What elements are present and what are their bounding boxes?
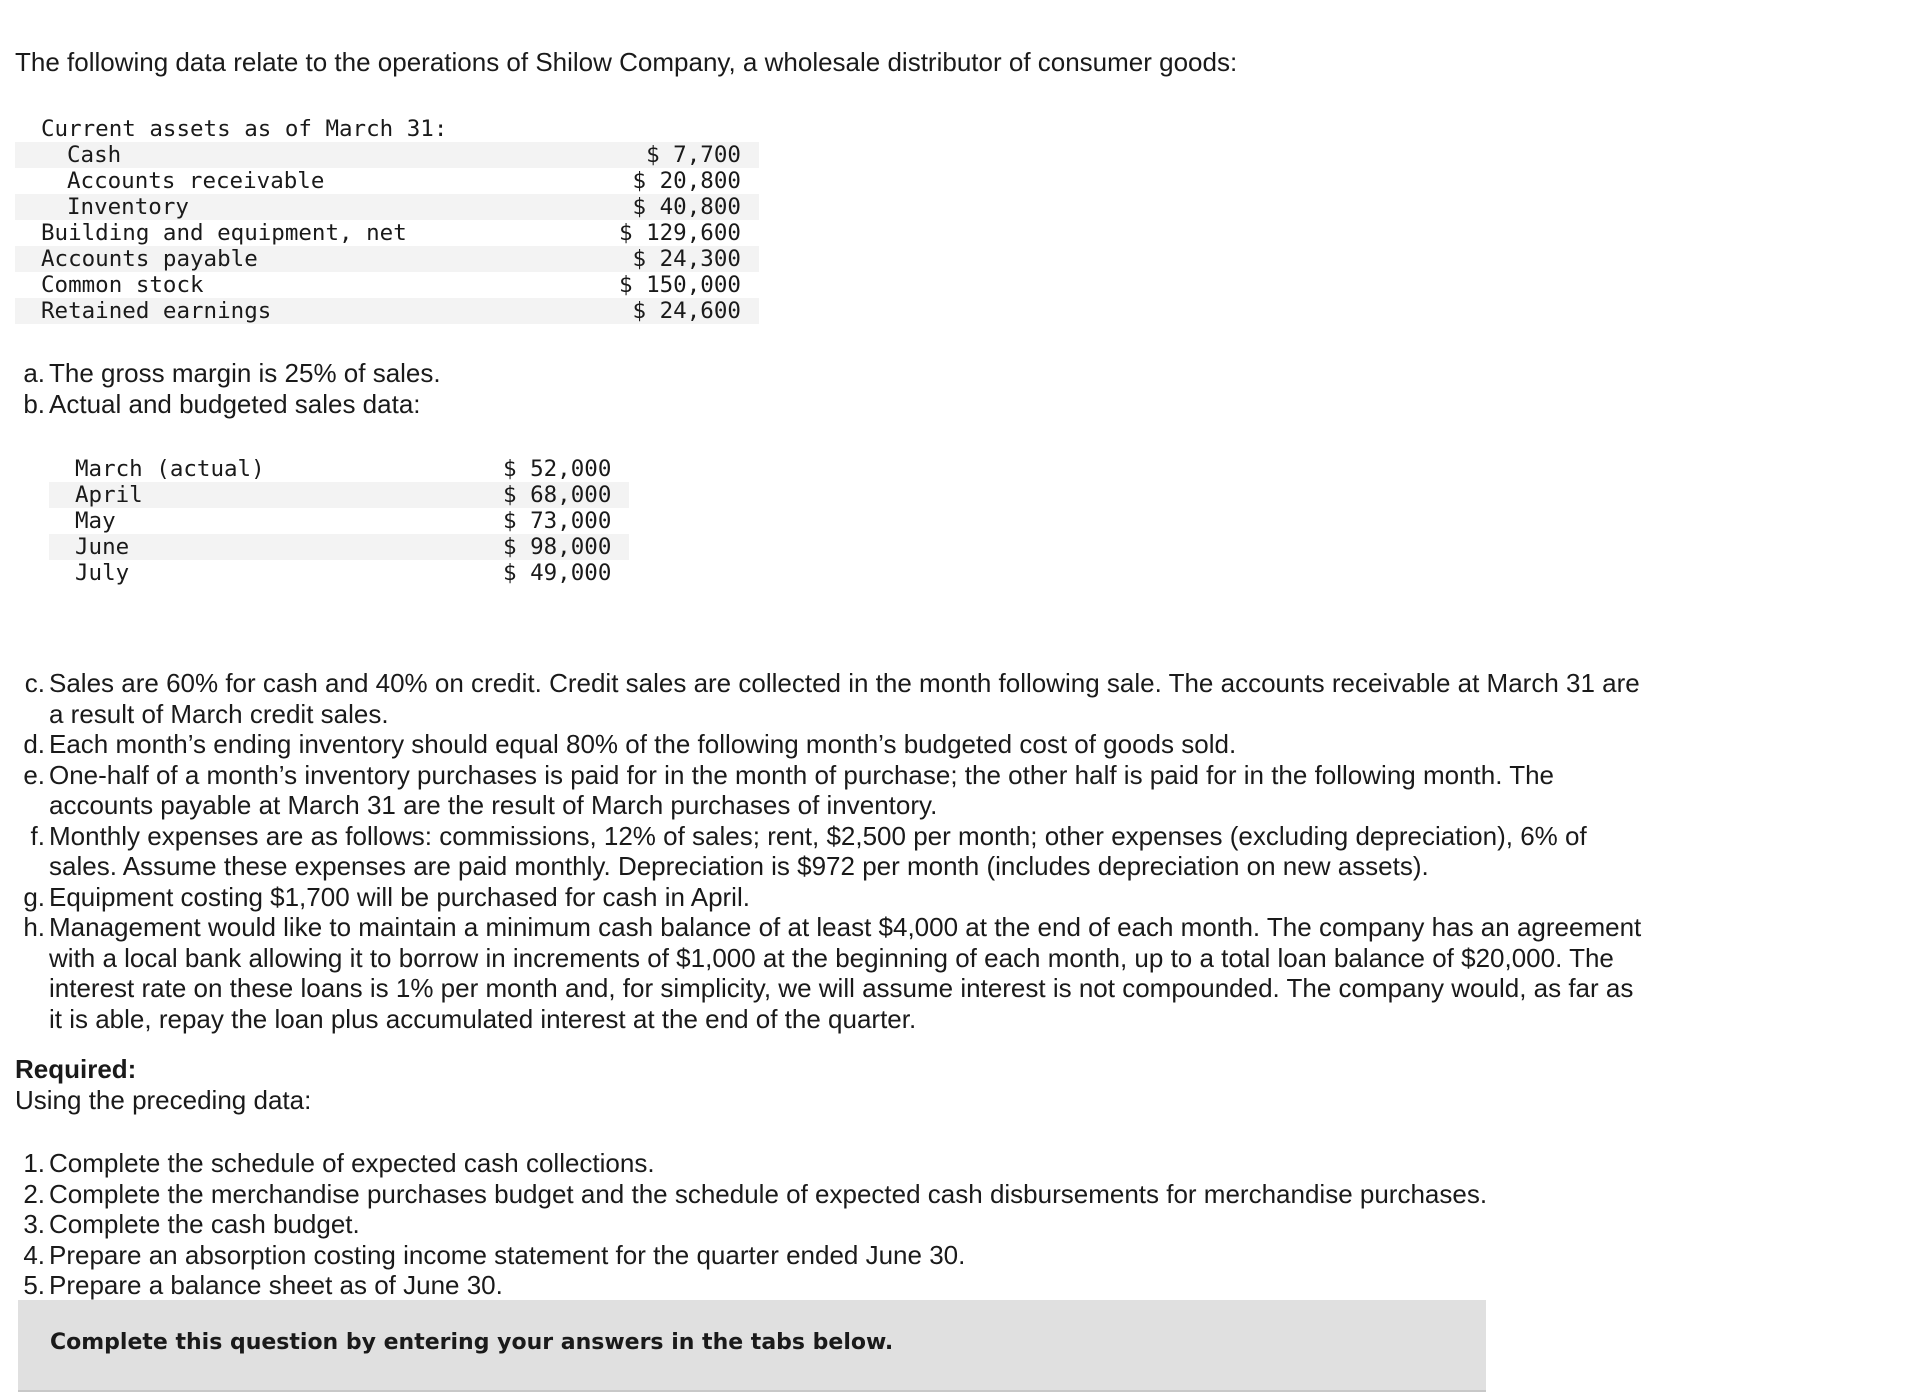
table-row — [15, 168, 759, 194]
table-row — [49, 508, 629, 534]
sales-amount: $ 49,000 — [503, 560, 612, 586]
problem-content — [15, 42, 1875, 1300]
item-text: Monthly expenses are as follows: commissions, 12% of sales; rent, $2,500 per month; other expenses (excluding depreciation), 6% of sales. Assume these expenses are paid monthly. Depreciation is $972 per month (includes depreciation on new assets). — [49, 820, 1587, 881]
step-text: Prepare an absorption costing income statement for the quarter ended June 30. — [49, 1239, 966, 1270]
intro-text: The following data relate to the operations of Shilow Company, a wholesale distributor of consumer goods: — [15, 47, 1238, 77]
list-item — [15, 389, 441, 420]
item-marker: g. — [23, 881, 45, 912]
table-row — [15, 298, 759, 324]
item-text: Sales are 60% for cash and 40% on credit. Credit sales are collected in the month following sale. The accounts receivable at March 31 are a result of March credit sales. — [49, 668, 1640, 729]
item-text: One-half of a month’s inventory purchases is paid for in the month of purchase; the other half is paid for in the following month. The accounts payable at March 31 are the result of March purchases of inventory. — [49, 759, 1555, 820]
row-label: Inventory — [15, 194, 619, 220]
table-row — [49, 534, 629, 560]
required-heading: Required: — [15, 1054, 137, 1084]
item-marker: b. — [23, 388, 45, 419]
assets-caption: Current assets as of March 31: — [41, 116, 448, 142]
item-marker: c. — [24, 668, 45, 698]
row-amount: $ 150,000 — [619, 272, 741, 298]
row-amount: $ 20,800 — [632, 168, 741, 194]
sales-amount: $ 52,000 — [503, 456, 612, 482]
sales-amount: $ 73,000 — [503, 508, 612, 534]
item-marker: d. — [23, 729, 45, 759]
item-text: Equipment costing $1,700 will be purchased for cash in April. — [49, 881, 750, 912]
sales-amount: $ 98,000 — [503, 534, 629, 560]
step-text: Complete the cash budget. — [49, 1209, 360, 1239]
row-label: Building and equipment, net — [41, 220, 407, 246]
list-item — [15, 821, 1645, 882]
table-row — [49, 456, 629, 482]
list-item — [15, 729, 1645, 760]
step-text: Prepare a balance sheet as of June 30. — [49, 1270, 503, 1300]
required-steps — [15, 1148, 1487, 1301]
row-amount: $ 24,600 — [619, 298, 759, 324]
required-subheading: Using the preceding data: — [15, 1084, 312, 1115]
step-marker: 4. — [23, 1239, 45, 1270]
list-item — [15, 1240, 1487, 1271]
item-marker: e. — [23, 759, 45, 790]
balance-data-table — [15, 142, 759, 324]
step-text: Complete the schedule of expected cash collections. — [49, 1148, 655, 1178]
list-item — [15, 1179, 1487, 1210]
sales-month: July — [75, 560, 130, 586]
list-item — [15, 912, 1645, 1034]
step-text: Complete the merchandise purchases budget and the schedule of expected cash disbursements for merchandise purchases. — [49, 1178, 1488, 1209]
sales-month: March (actual) — [75, 456, 265, 482]
item-marker: a. — [23, 358, 45, 388]
sales-month: April — [49, 482, 503, 508]
item-text: Management would like to maintain a minimum cash balance of at least $4,000 at the end of each month. The company has an agreement with a local bank allowing it to borrow in increments of $1,000 at the beginning of each month, up to a total loan balance of $20,000. The interest rate on these loans is 1% per month and, for simplicity, we will assume interest is not compounded. The company would, as far as it is able, repay the loan plus accumulated interest at the end of the quarter. — [49, 912, 1642, 1034]
step-marker: 3. — [23, 1209, 45, 1239]
step-marker: 5. — [23, 1270, 45, 1300]
sales-month: May — [75, 508, 116, 534]
items-c-h — [15, 668, 1645, 1034]
step-marker: 2. — [23, 1178, 45, 1209]
instruction-text: Complete this question by entering your answers in the tabs below. — [50, 1330, 894, 1355]
row-label: Retained earnings — [15, 298, 619, 324]
table-row — [15, 246, 759, 272]
table-row — [49, 482, 629, 508]
item-marker: f. — [30, 820, 45, 851]
list-item — [15, 1209, 1487, 1240]
item-marker: h. — [23, 912, 45, 942]
row-amount: $ 129,600 — [619, 220, 741, 246]
row-amount: $ 40,800 — [619, 194, 759, 220]
items-a-b — [15, 358, 441, 419]
table-row — [15, 142, 759, 168]
row-label: Accounts payable — [15, 246, 619, 272]
sales-month: June — [49, 534, 503, 560]
sales-amount: $ 68,000 — [503, 482, 629, 508]
row-label: Cash — [15, 142, 619, 168]
item-text: Each month’s ending inventory should equal 80% of the following month’s budgeted cost of goods sold. — [49, 729, 1237, 759]
required-section — [15, 1054, 311, 1115]
row-label: Accounts receivable — [67, 168, 325, 194]
table-row — [15, 194, 759, 220]
balance-data-block — [15, 116, 759, 324]
item-text: Actual and budgeted sales data: — [49, 388, 421, 419]
row-amount: $ 24,300 — [619, 246, 759, 272]
item-text: The gross margin is 25% of sales. — [49, 358, 441, 388]
instruction-banner — [18, 1300, 1486, 1392]
list-item — [15, 760, 1645, 821]
list-item — [15, 1148, 1487, 1179]
list-item — [15, 882, 1645, 913]
sales-data-table — [49, 456, 629, 586]
row-amount: $ 7,700 — [619, 142, 759, 168]
list-item — [15, 358, 441, 389]
step-marker: 1. — [23, 1148, 45, 1178]
row-label: Common stock — [41, 272, 204, 298]
table-row — [15, 220, 759, 246]
table-row — [49, 560, 629, 586]
list-item — [15, 1270, 1487, 1301]
table-row — [15, 272, 759, 298]
list-item — [15, 668, 1645, 729]
